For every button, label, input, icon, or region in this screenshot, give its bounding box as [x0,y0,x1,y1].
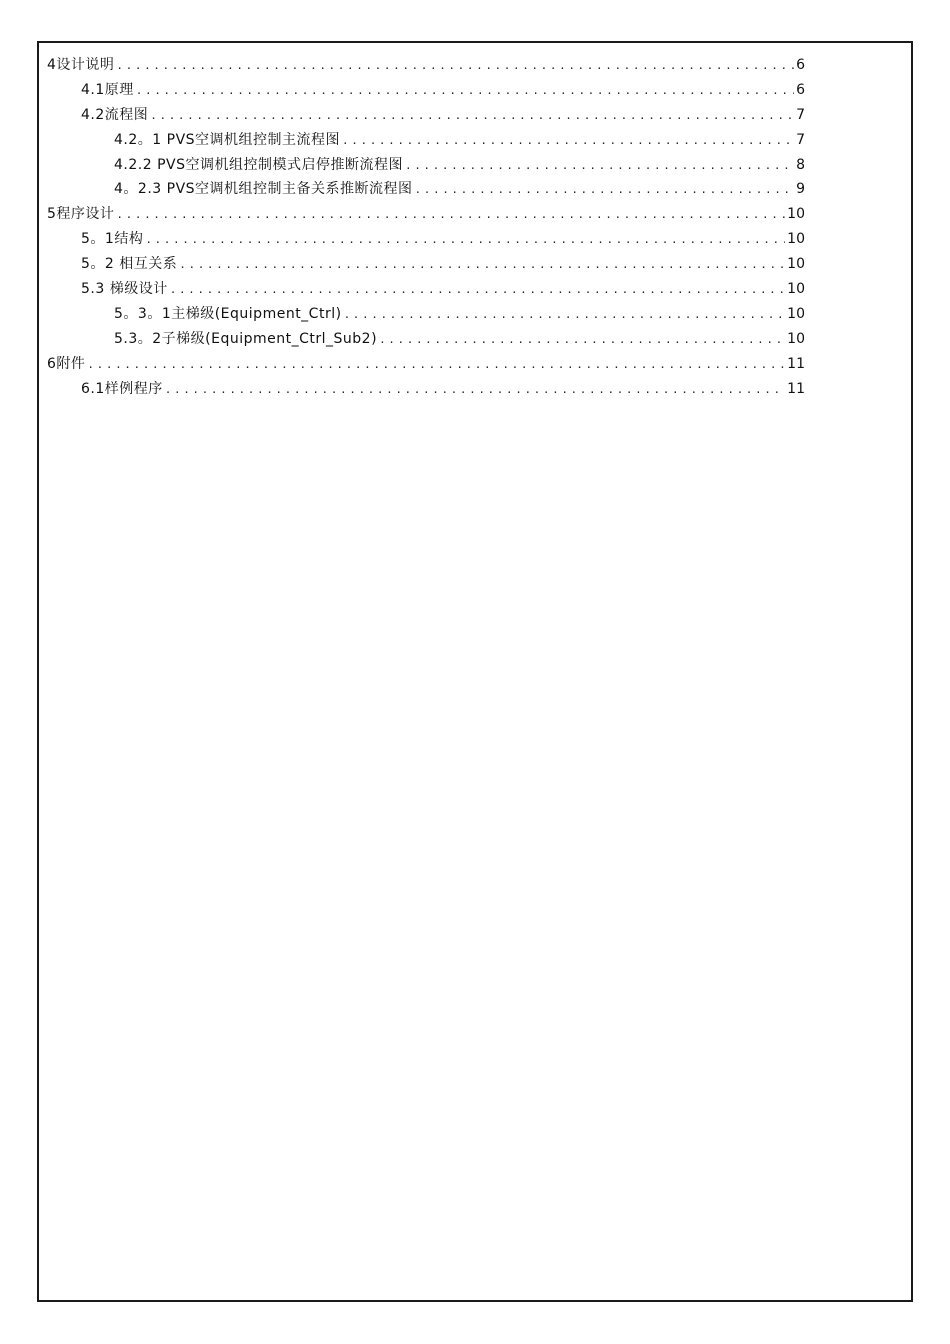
toc-entry[interactable] [47,153,805,178]
toc-entry[interactable] [47,352,805,377]
toc-page-number: 8 [796,156,805,173]
toc-entry[interactable] [47,227,805,252]
toc-page-number: 10 [787,231,805,248]
toc-dot-leader [344,303,786,328]
toc-page-number: 6 [796,81,805,98]
toc-entry-title: 5程序设计 [47,206,115,223]
toc-page-number: 11 [787,380,805,397]
toc-dot-leader [165,378,785,403]
toc-dot-leader [116,54,794,79]
toc-page-number: 7 [796,106,805,123]
toc-dot-leader [136,79,794,104]
document-page [37,41,913,1302]
toc-entry-title: 4。2.3 PVS空调机组控制主备关系推断流程图 [114,181,413,198]
toc-entry[interactable] [47,327,805,352]
toc-entry[interactable] [47,277,805,302]
toc-entry[interactable] [47,53,805,78]
toc-entry[interactable] [47,128,805,153]
toc-page-number: 11 [787,355,805,372]
toc-dot-leader [145,228,785,253]
toc-dot-leader [342,129,794,154]
toc-entry[interactable] [47,302,805,327]
toc-entry-title: 6附件 [47,355,86,372]
table-of-contents [47,53,805,401]
toc-entry[interactable] [47,78,805,103]
toc-page-number: 7 [796,131,805,148]
toc-dot-leader [179,253,785,278]
toc-entry-title: 6.1样例程序 [81,380,163,397]
toc-page-number: 9 [796,181,805,198]
toc-dot-leader [405,154,794,179]
toc-dot-leader [415,178,795,203]
toc-page-number: 10 [787,256,805,273]
toc-entry[interactable] [47,202,805,227]
toc-page-number: 10 [787,281,805,298]
toc-page-number: 10 [787,305,805,322]
toc-entry[interactable] [47,377,805,402]
toc-page-number: 10 [787,330,805,347]
toc-dot-leader [116,203,785,228]
toc-entry[interactable] [47,177,805,202]
toc-entry-title: 4.2。1 PVS空调机组控制主流程图 [114,131,341,148]
toc-entry[interactable] [47,252,805,277]
toc-dot-leader [170,278,785,303]
toc-entry-title: 5。1结构 [81,231,144,248]
toc-entry-title: 5.3 梯级设计 [81,281,168,298]
toc-entry[interactable] [47,103,805,128]
toc-dot-leader [87,353,785,378]
toc-entry-title: 5。3。1主梯级(Equipment_Ctrl) [114,305,342,322]
toc-page-number: 6 [796,57,805,73]
toc-dot-leader [379,328,785,353]
toc-entry-title: 5.3。2子梯级(Equipment_Ctrl_Sub2) [114,330,378,347]
toc-entry-title: 4.2.2 PVS空调机组控制模式启停推断流程图 [114,156,403,173]
toc-page-number: 10 [787,206,805,223]
toc-entry-title: 5。2 相互关系 [81,256,178,273]
toc-entry-title: 4.2流程图 [81,106,149,123]
toc-dot-leader [150,104,794,129]
toc-entry-title: 4.1原理 [81,81,134,98]
toc-entry-title: 4设计说明 [47,57,115,73]
